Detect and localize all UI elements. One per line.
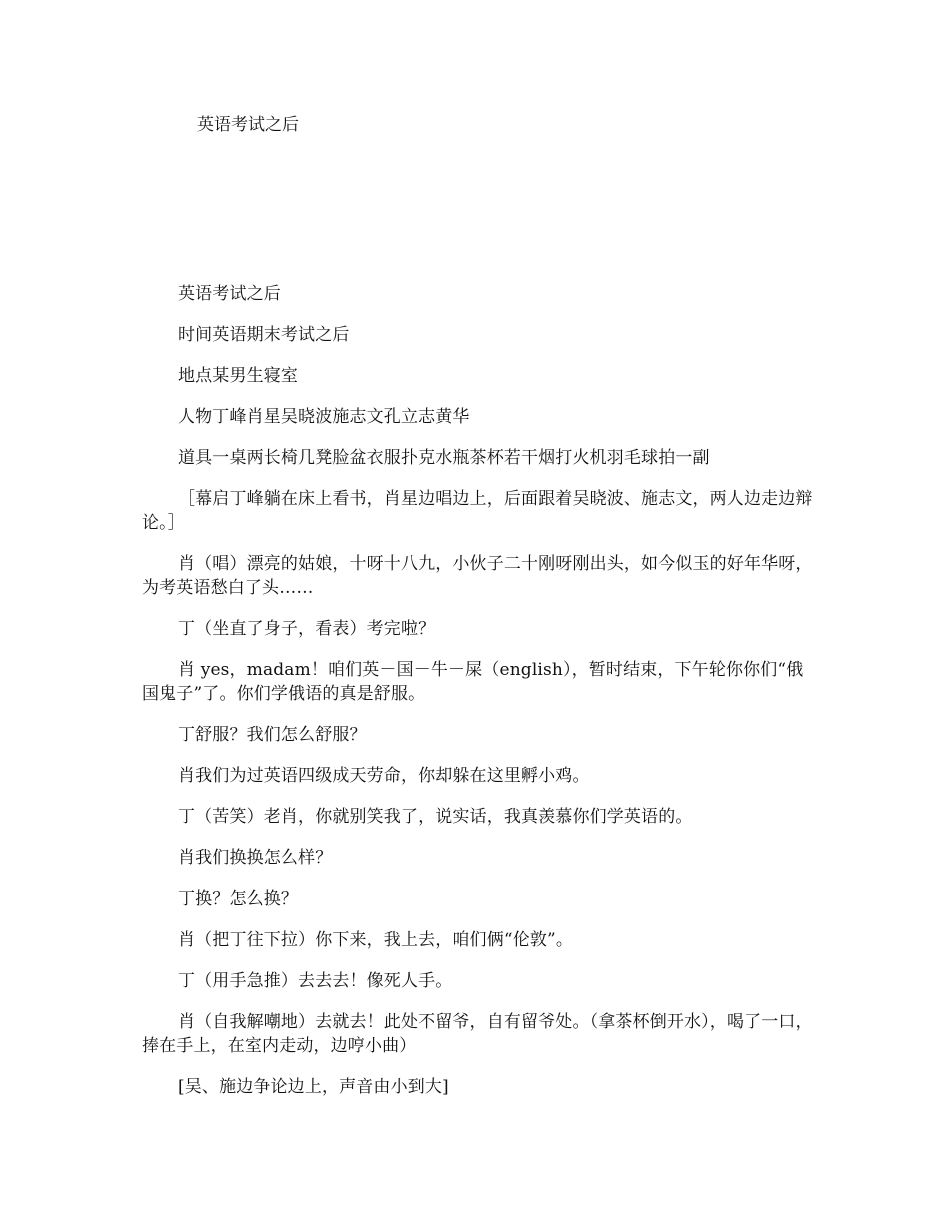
characters-line: 人物丁峰肖星吴晓波施志文孔立志黄华 xyxy=(178,407,470,427)
dialogue-line: 丁换？怎么换？ xyxy=(178,889,299,909)
dialogue-line: 肖（自我解嘲地）去就去！此处不留爷，自有留爷处。（拿茶杯倒开水），喝了一口，捧在手上，在室内走动，边哼小曲） xyxy=(142,1012,813,1056)
dialogue-line: 肖（把丁往下拉）你下来，我上去，咱们俩“伦敦”。 xyxy=(178,930,573,950)
dialogue-line: 肖我们为过英语四级成天劳命，你却躲在这里孵小鸡。 xyxy=(178,766,590,786)
play-title: 英语考试之后 xyxy=(178,284,281,304)
dialogue-line: 丁（苦笑）老肖，你就别笑我了，说实话，我真羡慕你们学英语的。 xyxy=(178,807,693,827)
place-line: 地点某男生寝室 xyxy=(178,366,299,386)
stage-direction: ［幕启丁峰躺在床上看书，肖星边唱边上，后面跟着吴晓波、施志文，两人边走边辩论。］ xyxy=(142,489,813,533)
dialogue-line: 丁（用手急推）去去去！像死人手。 xyxy=(178,971,453,991)
dialogue-line: 丁（坐直了身子，看表）考完啦？ xyxy=(178,619,436,639)
dialogue-line: 肖 yes，madam！咱们英－国－牛－屎（english），暂时结束，下午轮你你们“俄国鬼子”了。你们学俄语的真是舒服。 xyxy=(142,660,804,704)
stage-direction: [吴、施边争论边上，声音由小到大] xyxy=(178,1077,449,1097)
document-header-title: 英语考试之后 xyxy=(197,115,299,135)
dialogue-line: 肖我们换换怎么样？ xyxy=(178,848,333,868)
dialogue-line: 肖（唱）漂亮的姑娘，十呀十八九，小伙子二十刚呀刚出头，如今似玉的好年华呀，为考英语愁白了头…… xyxy=(142,554,813,598)
document-body xyxy=(142,282,814,1116)
props-line: 道具一桌两长椅几凳脸盆衣服扑克水瓶茶杯若干烟打火机羽毛球拍一副 xyxy=(178,448,710,468)
time-line: 时间英语期末考试之后 xyxy=(178,325,350,345)
dialogue-line: 丁舒服？我们怎么舒服？ xyxy=(178,725,367,745)
